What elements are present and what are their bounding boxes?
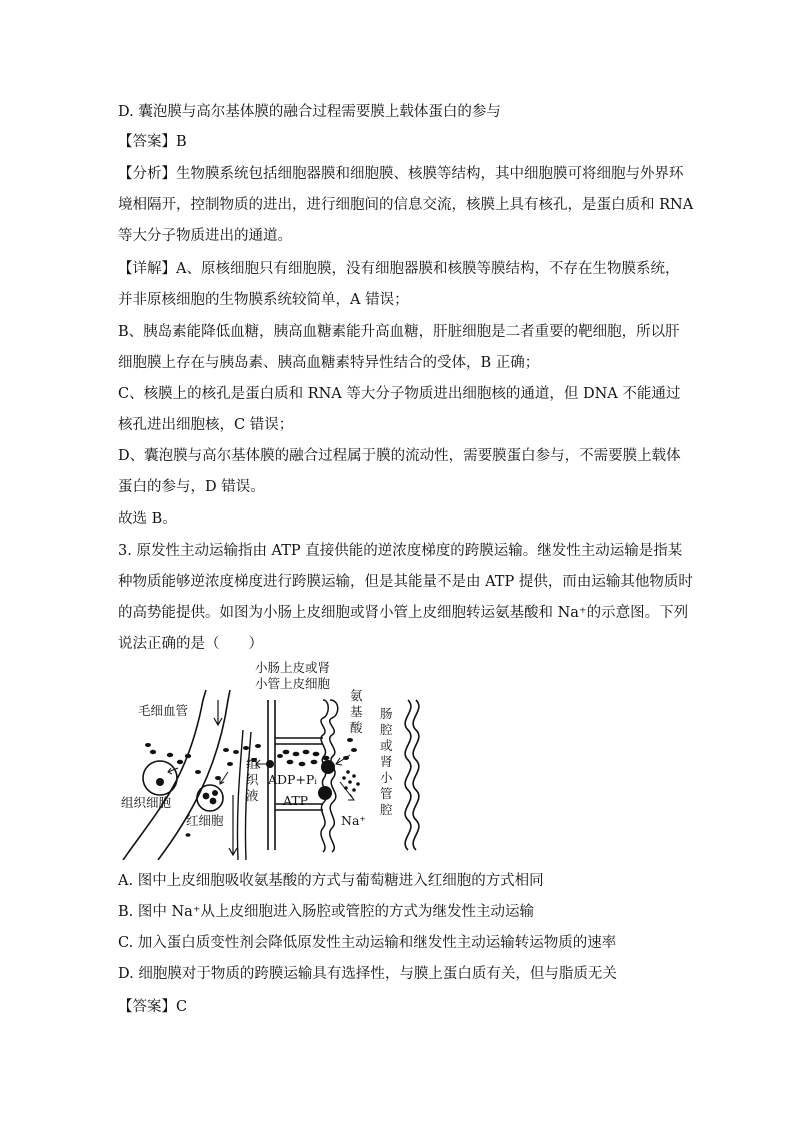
label-lumen-1: 肠 (380, 706, 393, 721)
q3-stem: 3. 原发性主动运输指由 ATP 直接供能的逆浓度梯度的跨膜运输。继发性主动运输是指某 种物质能够逆浓度梯度进行跨膜运输，但是其能量不是由 ATP 提供，而由运输其他物质时 的高势能提供。如图为小肠上皮细胞或肾小管上皮细胞转运氨基酸和 Na⁺的示意图。下列 说法正确的是（ ） (118, 543, 693, 652)
q3-option-a: A. 图中上皮细胞吸收氨基酸的方式与葡萄糖进入红细胞的方式相同 (118, 873, 544, 889)
label-amino-2: 基 (350, 704, 363, 719)
rbc-dot-1 (203, 793, 210, 800)
carrier-amino-acid (321, 760, 335, 774)
q3-options (118, 866, 678, 990)
lumen-wall (405, 700, 411, 850)
q2-option-d: D. 囊泡膜与高尔基体膜的融合过程需要膜上载体蛋白的参与 (118, 104, 501, 120)
label-amino-3: 酸 (350, 720, 363, 735)
label-red-cell: 红细胞 (186, 813, 224, 828)
label-na: Na⁺ (341, 813, 366, 828)
label-epithelial-2: 小管上皮细胞 (255, 676, 331, 691)
tissue-cell-nucleus (156, 778, 164, 786)
q2-detail-b: B、胰岛素能降低血糖，胰高血糖素能升高血糖，肝脏细胞是二者重要的靶细胞，所以肝 细胞膜上存在与胰岛素、胰高血糖素特异性结合的受体，B 正确； (118, 324, 680, 371)
label-amino-1: 氨 (350, 688, 363, 703)
arrow-to-rbc (220, 772, 228, 784)
q2-conclusion: 故选 B。 (118, 511, 177, 527)
q2-detail-d: D、囊泡膜与高尔基体膜的融合过程属于膜的流动性，需要膜蛋白参与，不需要膜上载体 蛋白的参与，D 错误。 (118, 448, 681, 495)
label-adp: ADP+Pᵢ (268, 772, 317, 787)
na-ions (342, 770, 360, 792)
vessel-line-1 (237, 730, 243, 860)
label-lumen-3: 或 (380, 738, 393, 753)
q2-detail-c: C、核膜上的核孔是蛋白质和 RNA 等大分子物质进出细胞核的通道，但 DNA 不能通过 核孔进出细胞核，C 错误； (118, 386, 681, 433)
q3-answer: 【答案】C (118, 999, 188, 1015)
rbc-dot-3 (212, 790, 218, 796)
label-fluid-3: 液 (246, 788, 259, 803)
label-fluid-1: 组 (246, 756, 259, 771)
label-atp: ATP (283, 793, 309, 808)
label-lumen-6: 管 (380, 786, 393, 801)
q2-answer: 【答案】B (118, 134, 187, 150)
molecules-cell (277, 750, 329, 767)
label-fluid-2: 织 (246, 772, 259, 787)
arrow-na-out (340, 782, 354, 800)
apical-membrane-2 (330, 700, 338, 852)
label-lumen-4: 肾 (380, 754, 393, 769)
apical-membrane (321, 700, 328, 852)
q3-option-b: B. 图中 Na⁺从上皮细胞进入肠腔或管腔的方式为继发性主动运输 (118, 904, 534, 920)
atp-pump (318, 786, 332, 800)
lumen-wall-2 (413, 700, 419, 850)
label-lumen-2: 腔 (380, 722, 393, 737)
capillary-flow-arrow-2 (229, 795, 237, 855)
label-capillary: 毛细血管 (138, 703, 189, 718)
label-epithelial-1: 小肠上皮或肾 (255, 660, 331, 675)
capillary-flow-arrow (214, 700, 222, 725)
q3-option-d: D. 细胞膜对于物质的跨膜运输具有选择性，与膜上蛋白质有关，但与脂质无关 (118, 966, 617, 982)
membrane-transport-figure (118, 660, 458, 860)
molecules-lumen (343, 738, 357, 760)
label-lumen-5: 小 (380, 770, 393, 785)
red-blood-cell (197, 785, 223, 811)
q2-detail-a: 【详解】A、原核细胞只有细胞膜，没有细胞器膜和核膜等膜结构，不存在生物膜系统， 并非原核细胞的生物膜系统较简单，A 错误； (118, 261, 680, 308)
label-lumen-7: 腔 (380, 802, 393, 817)
rbc-dot-2 (210, 798, 217, 805)
q2-analysis: 【分析】生物膜系统包括细胞器膜和细胞膜、核膜等结构，其中细胞膜可将细胞与外界环 境相隔开，控制物质的进出，进行细胞间的信息交流，核膜上具有核孔，是蛋白质和 RNA 等大分子物质进出的通道。 (118, 166, 694, 244)
label-tissue-cell: 组织细胞 (121, 795, 172, 810)
q3-option-c: C. 加入蛋白质变性剂会降低原发性主动运输和继发性主动运输转运物质的速率 (118, 935, 617, 951)
